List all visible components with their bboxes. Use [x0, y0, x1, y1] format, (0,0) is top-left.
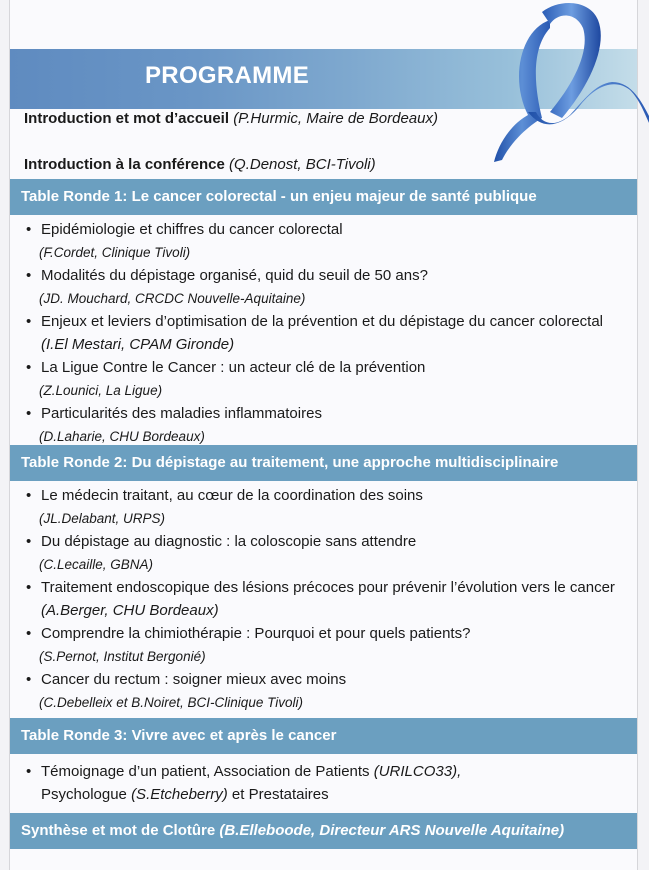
section-list-table-ronde-2: [10, 484, 637, 714]
section-list-table-ronde-1: [10, 218, 637, 448]
item-title: Enjeux et leviers d’optimisation de la prévention et du dépistage du cancer colorectal: [41, 313, 604, 330]
bullet-icon: •: [26, 671, 32, 688]
item-title: Cancer du rectum : soigner mieux avec moins: [41, 671, 347, 688]
item-speaker: (F.Cordet, Clinique Tivoli): [39, 245, 191, 260]
item-title-part2: Psychologue: [41, 786, 132, 803]
list-item: [10, 530, 637, 576]
bullet-icon: •: [26, 267, 32, 284]
item-title-part1: Témoignage d’un patient, Association de Patients: [41, 763, 374, 780]
section-header-table-ronde-3: Table Ronde 3: Vivre avec et après le cancer: [10, 718, 637, 754]
programme-title: PROGRAMME: [145, 62, 310, 89]
item-title: Du dépistage au diagnostic : la coloscopie sans attendre: [41, 533, 417, 550]
section-header-closing: [10, 813, 637, 849]
list-item: [10, 760, 637, 806]
closing-label: Synthèse et mot de Clotûre: [21, 822, 220, 839]
bullet-icon: •: [26, 487, 32, 504]
item-speaker-psychologue: (S.Etcheberry): [131, 786, 228, 803]
list-item: [10, 402, 637, 448]
list-item: [10, 310, 637, 356]
intro-welcome-speaker: (P.Hurmic, Maire de Bordeaux): [233, 110, 438, 127]
item-speaker: (C.Lecaille, GBNA): [39, 557, 154, 572]
item-speaker-urilco: (URILCO33),: [373, 763, 462, 780]
item-title: Modalités du dépistage organisé, quid du seuil de 50 ans?: [41, 267, 428, 284]
intro-conference-speaker: (Q.Denost, BCI-Tivoli): [229, 156, 376, 173]
item-speaker: (C.Debelleix et B.Noiret, BCI-Clinique Tivoli): [39, 695, 303, 710]
bullet-icon: •: [26, 625, 32, 642]
section-list-table-ronde-3: [10, 760, 637, 806]
item-title: Particularités des maladies inflammatoires: [41, 405, 322, 422]
intro-conference: [24, 156, 376, 174]
awareness-ribbon-icon: [480, 0, 649, 165]
programme-page: [9, 0, 638, 870]
intro-welcome-label: Introduction et mot d’accueil: [24, 110, 230, 127]
item-title: Comprendre la chimiothérapie : Pourquoi et pour quels patients?: [41, 625, 471, 642]
list-item: [10, 484, 637, 530]
item-speaker: (S.Pernot, Institut Bergonié): [39, 649, 206, 664]
section-header-table-ronde-1: Table Ronde 1: Le cancer colorectal - un enjeu majeur de santé publique: [10, 179, 637, 215]
bullet-icon: •: [26, 533, 32, 550]
item-speaker: (JD. Mouchard, CRCDC Nouvelle-Aquitaine): [39, 291, 306, 306]
item-speaker: (D.Laharie, CHU Bordeaux): [39, 429, 205, 444]
section-header-table-ronde-2: Table Ronde 2: Du dépistage au traitement, une approche multidisciplinaire: [10, 445, 637, 481]
list-item: [10, 668, 637, 714]
bullet-icon: •: [26, 579, 32, 596]
item-title: Epidémiologie et chiffres du cancer colorectal: [41, 221, 343, 238]
bullet-icon: •: [26, 763, 32, 780]
item-speaker: (I.El Mestari, CPAM Gironde): [41, 336, 235, 353]
bullet-icon: •: [26, 221, 32, 238]
item-speaker: (A.Berger, CHU Bordeaux): [41, 602, 219, 619]
bullet-icon: •: [26, 359, 32, 376]
list-item: [10, 622, 637, 668]
item-speaker: (Z.Lounici, La Ligue): [39, 383, 163, 398]
item-speaker: (JL.Delabant, URPS): [39, 511, 166, 526]
bullet-icon: •: [26, 313, 32, 330]
list-item: [10, 356, 637, 402]
list-item: [10, 576, 637, 622]
bullet-icon: •: [26, 405, 32, 422]
item-title: Le médecin traitant, au cœur de la coordination des soins: [41, 487, 423, 504]
list-item: [10, 264, 637, 310]
item-title: La Ligue Contre le Cancer : un acteur clé de la prévention: [41, 359, 426, 376]
closing-speaker: (B.Elleboode, Directeur ARS Nouvelle Aquitaine): [219, 822, 565, 839]
item-title-part3: et Prestataires: [227, 786, 329, 803]
item-title: Traitement endoscopique des lésions précoces pour prévenir l’évolution vers le cancer: [41, 579, 615, 596]
list-item: [10, 218, 637, 264]
intro-welcome: [24, 110, 438, 128]
intro-conference-label: Introduction à la conférence: [24, 156, 225, 173]
